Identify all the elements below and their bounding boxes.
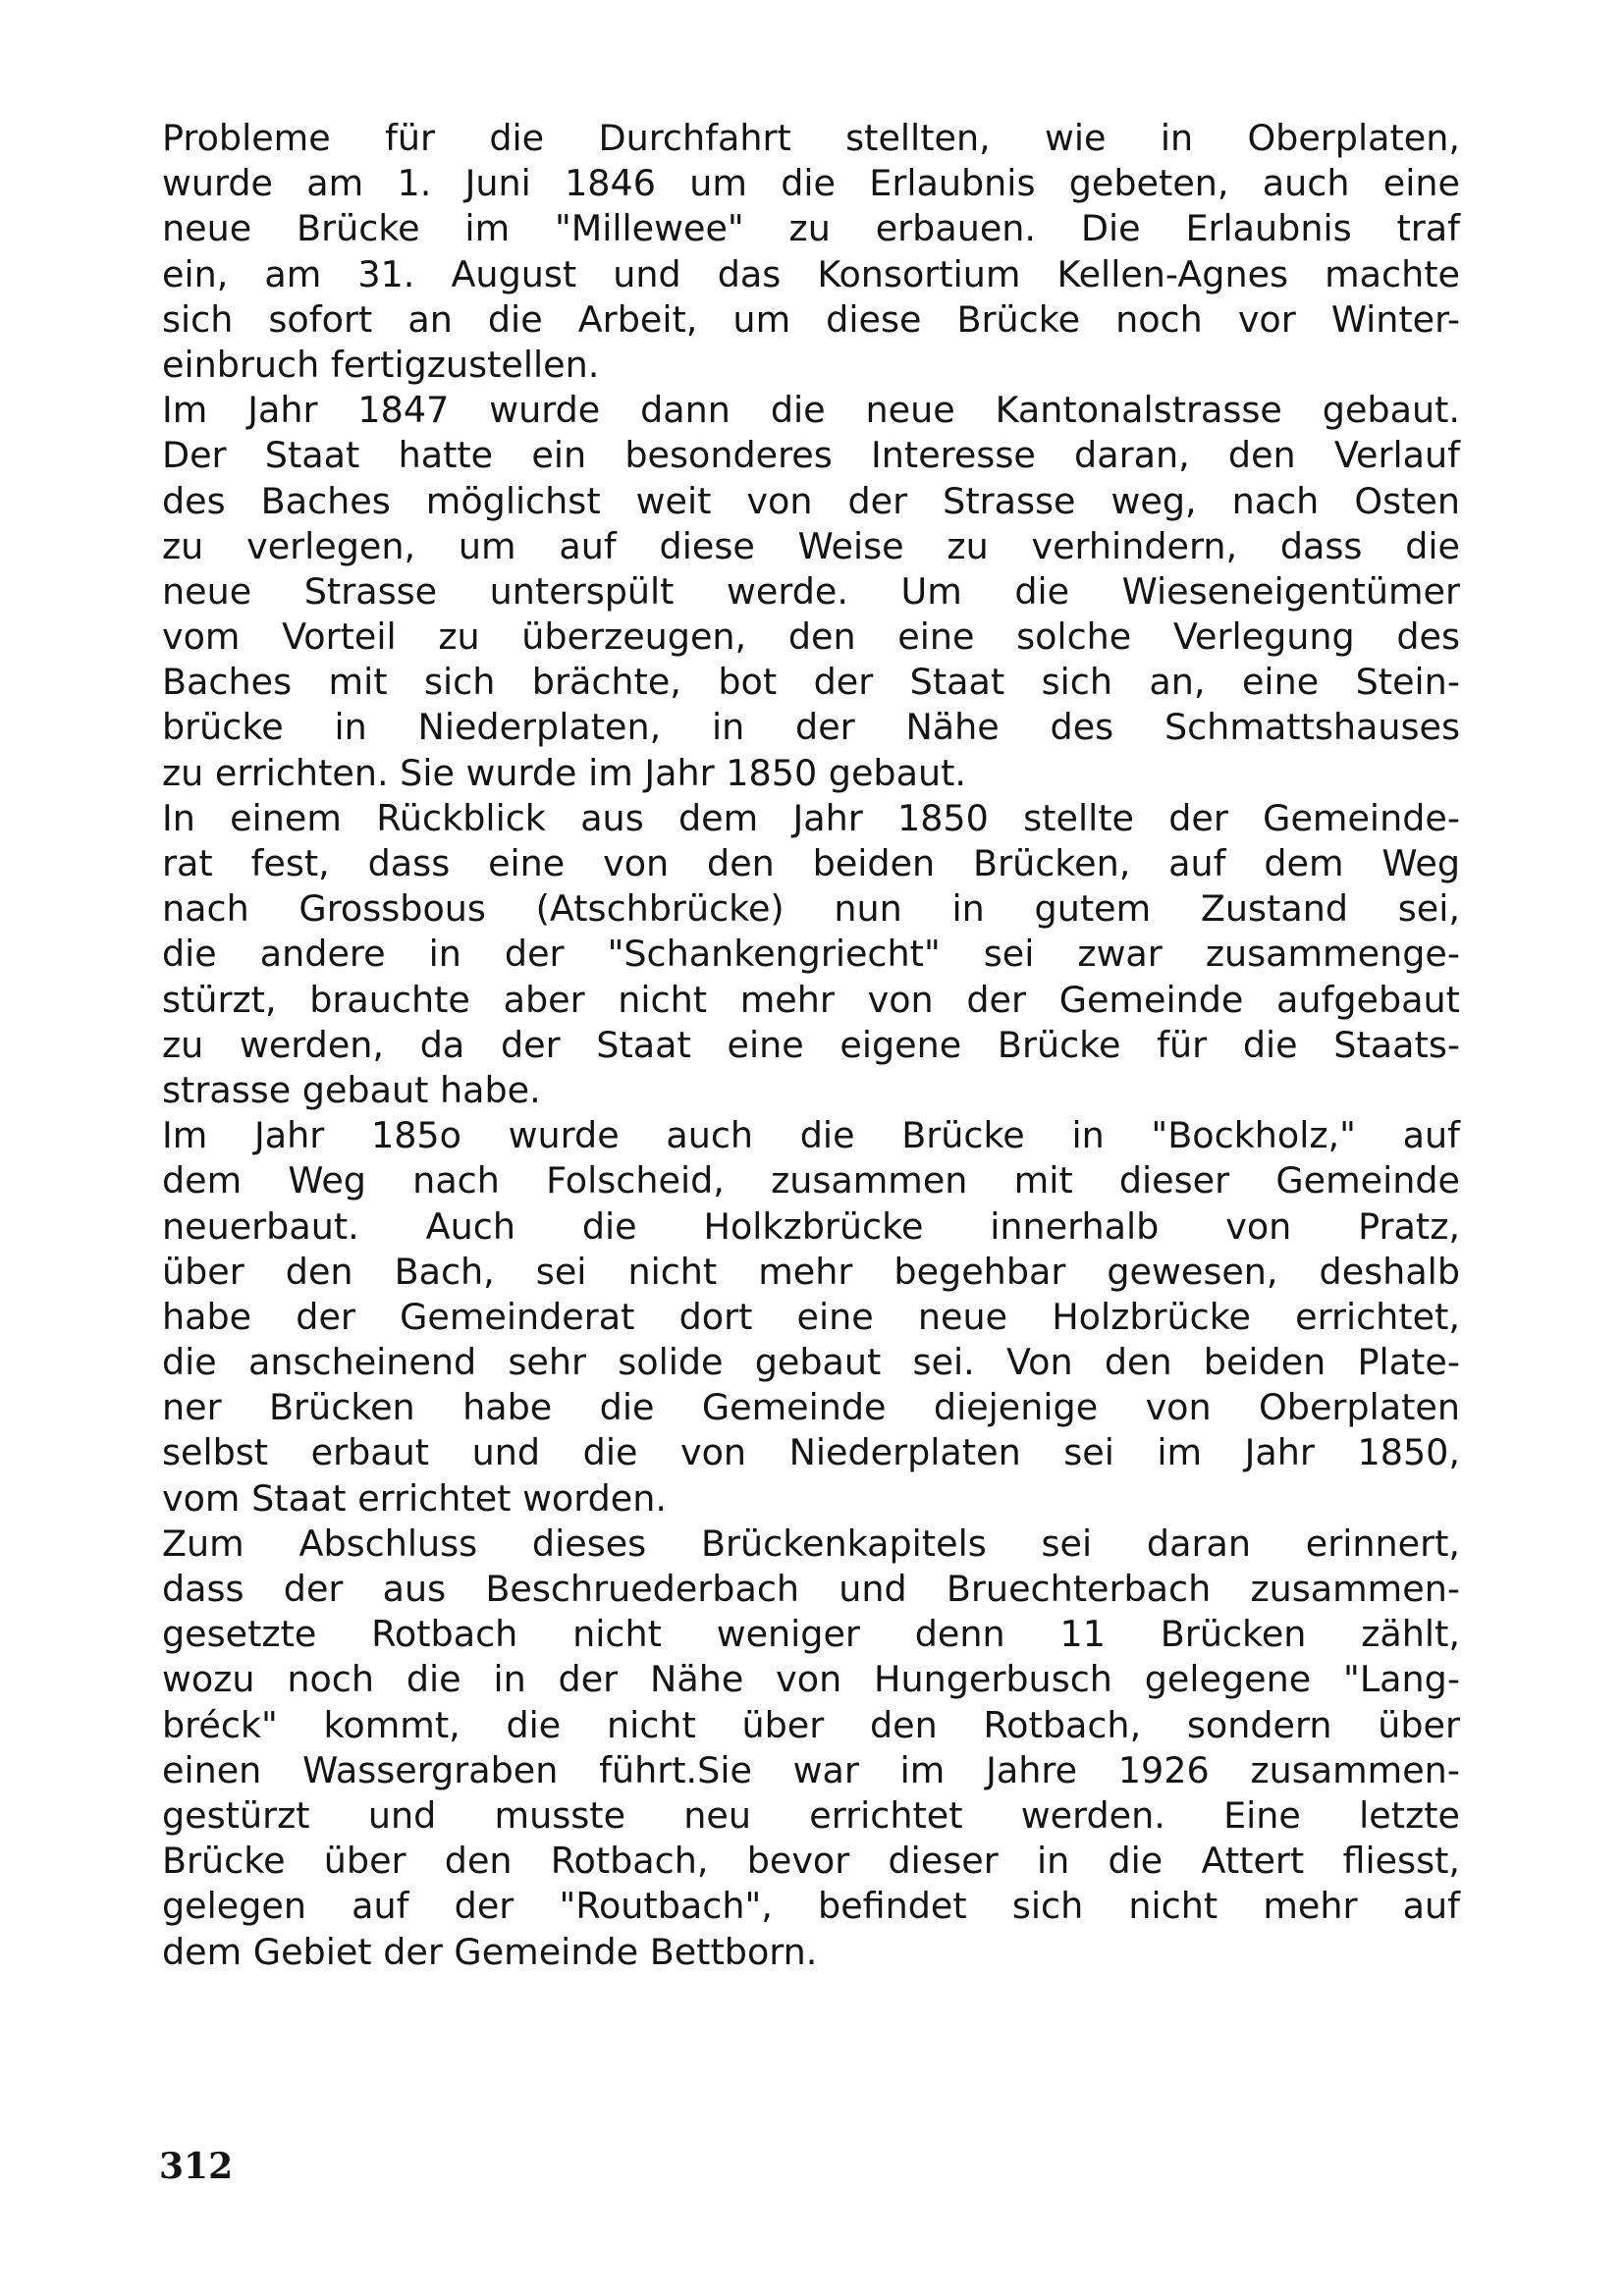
text-line: dass der aus Beschruederbach und Bruechterbach zusammen-	[162, 1568, 1460, 1610]
text-line: stürzt, brauchte aber nicht mehr von der Gemeinde aufgebaut	[162, 978, 1460, 1021]
text-line: neue Strasse unterspült werde. Um die Wieseneigentümer	[162, 569, 1460, 613]
text-line: brücke in Niederplaten, in der Nähe des Schmattshauses	[162, 706, 1460, 749]
text-line: Baches mit sich brächte, bot der Staat sich an, eine Stein-	[162, 661, 1460, 704]
text-line: gesetzte Rotbach nicht weniger denn 11 Brücken zählt,	[162, 1613, 1460, 1656]
text-line: selbst erbaut und die von Niederplaten sei im Jahr 1850,	[162, 1431, 1460, 1474]
text-line: strasse gebaut habe.	[162, 1068, 541, 1111]
text-line: vom Vorteil zu überzeugen, den eine solche Verlegung des	[162, 615, 1460, 659]
text-line: über den Bach, sei nicht mehr begehbar gewesen, deshalb	[162, 1250, 1460, 1293]
text-line: nach Grossbous (Atschbrücke) nun in gutem Zustand sei,	[162, 887, 1460, 931]
text-line: die andere in der "Schankengriecht" sei zwar zusammenge-	[162, 933, 1460, 976]
text-line: Der Staat hatte ein besonderes Interesse daran, den Verlauf	[162, 434, 1460, 477]
text-line: einbruch fertigzustellen.	[162, 343, 600, 386]
text-line: Brücke über den Rotbach, bevor dieser in die Attert fliesst,	[162, 1840, 1460, 1883]
text-line: Zum Abschluss dieses Brückenkapitels sei daran erinnert,	[162, 1522, 1460, 1565]
text-line: gelegen auf der "Routbach", befindet sich nicht mehr auf	[162, 1885, 1460, 1928]
text-line: zu verlegen, um auf diese Weise zu verhindern, dass die	[162, 524, 1460, 567]
text-line: zu errichten. Sie wurde im Jahr 1850 gebaut.	[162, 751, 966, 794]
text-line: rat fest, dass eine von den beiden Brücken, auf dem Weg	[162, 842, 1460, 884]
text-line: dem Weg nach Folscheid, zusammen mit dieser Gemeinde	[162, 1159, 1460, 1202]
text-line: wozu noch die in der Nähe von Hungerbusch gelegene "Lang-	[162, 1658, 1460, 1701]
text-line: die anscheinend sehr solide gebaut sei. Von den beiden Plate-	[162, 1341, 1460, 1384]
text-line: zu werden, da der Staat eine eigene Brücke für die Staats-	[162, 1023, 1460, 1066]
text-line: gestürzt und musste neu errichtet werden. Eine letzte	[162, 1793, 1460, 1837]
text-line: ner Brücken habe die Gemeinde diejenige von Oberplaten	[162, 1386, 1460, 1429]
text-line: habe der Gemeinderat dort eine neue Holzbrücke errichtet,	[162, 1295, 1460, 1338]
text-line: Im Jahr 185o wurde auch die Brücke in "Bockholz," auf	[162, 1114, 1460, 1157]
text-line: bréck" kommt, die nicht über den Rotbach, sondern über	[162, 1703, 1460, 1746]
text-line: neue Brücke im "Millewee" zu erbauen. Die Erlaubnis traf	[162, 207, 1460, 250]
text-line: sich sofort an die Arbeit, um diese Brücke noch vor Winter-	[162, 297, 1460, 341]
text-line: wurde am 1. Juni 1846 um die Erlaubnis gebeten, auch eine	[162, 162, 1460, 205]
text-line: ein, am 31. August und das Konsortium Kellen-Agnes machte	[162, 252, 1460, 295]
text-line: dem Gebiet der Gemeinde Bettborn.	[162, 1930, 818, 1973]
text-line: Probleme für die Durchfahrt stellten, wie in Oberplaten,	[162, 117, 1460, 159]
text-line: einen Wassergraben führt.Sie war im Jahre 1926 zusammen-	[162, 1748, 1460, 1791]
text-line: neuerbaut. Auch die Holkzbrücke innerhalb von Pratz,	[162, 1204, 1460, 1248]
text-line: Im Jahr 1847 wurde dann die neue Kantonalstrasse gebaut.	[162, 389, 1460, 432]
text-line: vom Staat errichtet worden.	[162, 1476, 667, 1520]
text-line: In einem Rückblick aus dem Jahr 1850 stellte der Gemeinde-	[162, 796, 1460, 839]
body-text	[162, 116, 1460, 1975]
text-line: des Baches möglichst weit von der Strasse weg, nach Osten	[162, 479, 1460, 522]
page-number: 312	[159, 2146, 234, 2187]
